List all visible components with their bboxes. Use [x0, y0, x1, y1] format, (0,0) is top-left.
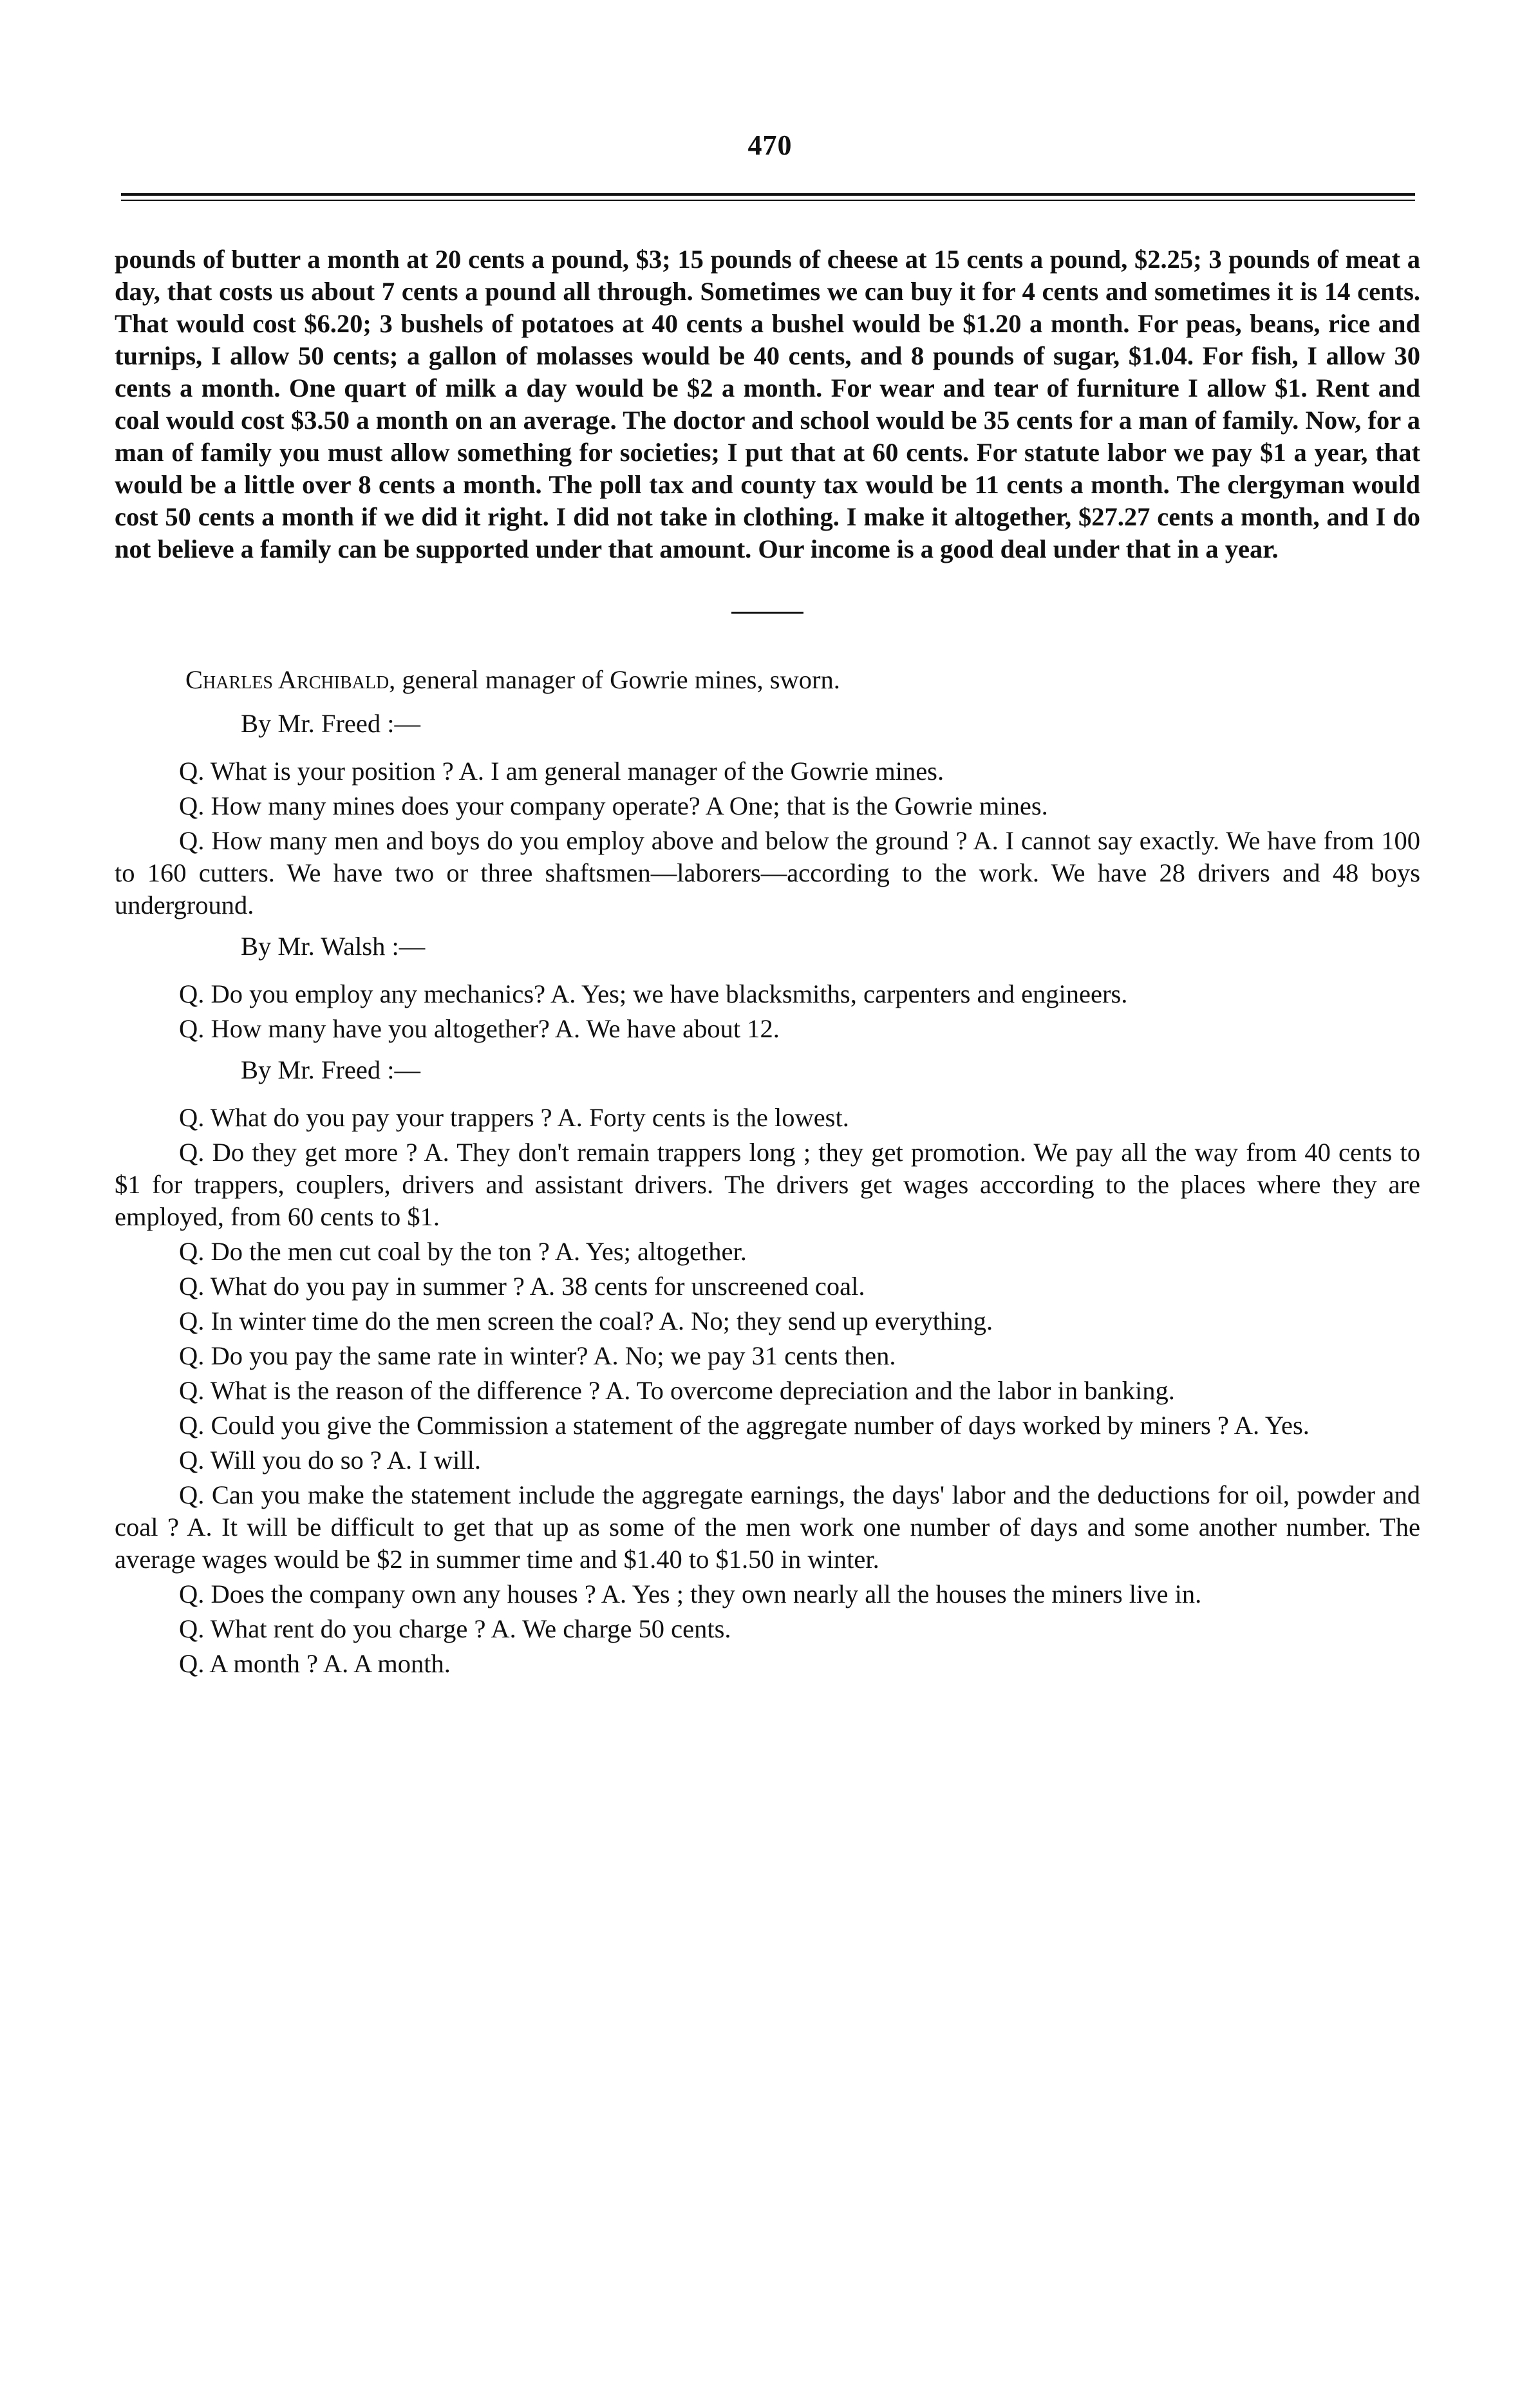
qa-entry: Q. Do the men cut coal by the ton ? A. Yes; altogether. [179, 1237, 747, 1266]
header-double-rule [121, 193, 1415, 201]
witness-description: , general manager of Gowrie mines, sworn. [389, 665, 840, 694]
witness-name: Charles Archibald [185, 665, 390, 694]
section-divider [731, 612, 803, 614]
page-body [115, 243, 1420, 1683]
qa-entry: Q. What is your position ? A. I am general manager of the Gowrie mines. [179, 757, 944, 786]
examiner-byline: By Mr. Freed :— [241, 1055, 420, 1084]
qa-entry: Q. Can you make the statement include the aggregate earnings, the days' labor and the deductions for oil, powder and coal ? A. It will be difficult to get that up as some of the men work one number of days and some another number. The average wages would be $2 in summer time and $1.40 to $1.50 in winter. [115, 1480, 1420, 1574]
qa-entry: Q. What do you pay in summer ? A. 38 cents for unscreened coal. [179, 1272, 865, 1301]
qa-entry: Q. In winter time do the men screen the coal? A. No; they send up everything. [179, 1306, 993, 1335]
examiner-byline: By Mr. Freed :— [241, 709, 420, 738]
page-number: 470 [747, 129, 793, 161]
qa-block [115, 755, 1420, 921]
qa-entry: Q. Will you do so ? A. I will. [179, 1446, 481, 1475]
qa-entry: Q. Do you pay the same rate in winter? A. No; we pay 31 cents then. [179, 1341, 896, 1370]
qa-entry: Q. How many have you altogether? A. We have about 12. [179, 1014, 780, 1043]
qa-entry: Q. What is the reason of the difference ? A. To overcome depreciation and the labor in banking. [179, 1376, 1175, 1405]
qa-entry: Q. Does the company own any houses ? A. Yes ; they own nearly all the houses the miners live in. [179, 1579, 1202, 1608]
qa-entry: Q. What rent do you charge ? A. We charge 50 cents. [179, 1614, 731, 1643]
qa-entry: Q. A month ? A. A month. [179, 1649, 451, 1678]
qa-entry: Q. How many mines does your company operate? A One; that is the Gowrie mines. [179, 791, 1048, 820]
opening-paragraph: pounds of butter a month at 20 cents a pound, $3; 15 pounds of cheese at 15 cents a pound, $2.25; 3 pounds of meat a day, that costs us about 7 cents a pound all through. Sometimes we can buy it for 4 cents and sometimes it is 14 cents. That would cost $6.20; 3 bushels of potatoes at 40 cents a bushel would be $1.20 a month. For peas, beans, rice and turnips, I allow 50 cents; a gallon of molasses would be 40 cents, and 8 pounds of sugar, $1.04. For fish, I allow 30 cents a month. One quart of milk a day would be $2 a month. For wear and tear of furniture I allow $1. Rent and coal would cost $3.50 a month on an average. The doctor and school would be 35 cents for a man of family. Now, for a man of family you must allow something for societies; I put that at 60 cents. For statute labor we pay $1 a year, that would be a little over 8 cents a month. The poll tax and county tax would be 11 cents a month. The clergyman would cost 50 cents a month if we did it right. I did not take in clothing. I make it altogether, $27.27 cents a month, and I do not believe a family can be supported under that amount. Our income is a good deal under that in a year. [115, 245, 1420, 563]
qa-block [115, 1102, 1420, 1680]
witness-heading [115, 664, 1420, 696]
qa-entry: Q. What do you pay your trappers ? A. Forty cents is the lowest. [179, 1103, 849, 1132]
qa-block [115, 978, 1420, 1045]
qa-entry: Q. Could you give the Commission a statement of the aggregate number of days worked by miners ? A. Yes. [179, 1411, 1310, 1440]
qa-entry: Q. Do they get more ? A. They don't remain trappers long ; they get promotion. We pay all the way from 40 cents to $1 for trappers, couplers, drivers and assistant drivers. The drivers get wages acccording to the places where they are employed, from 60 cents to $1. [115, 1138, 1420, 1231]
examiner-byline: By Mr. Walsh :— [241, 932, 426, 961]
qa-entry: Q. Do you employ any mechanics? A. Yes; we have blacksmiths, carpenters and engineers. [179, 979, 1128, 1008]
qa-entry: Q. How many men and boys do you employ above and below the ground ? A. I cannot say exactly. We have from 100 to 160 cutters. We have two or three shaftsmen—laborers—according to the work. We have 28 drivers and 48 boys underground. [115, 826, 1420, 919]
